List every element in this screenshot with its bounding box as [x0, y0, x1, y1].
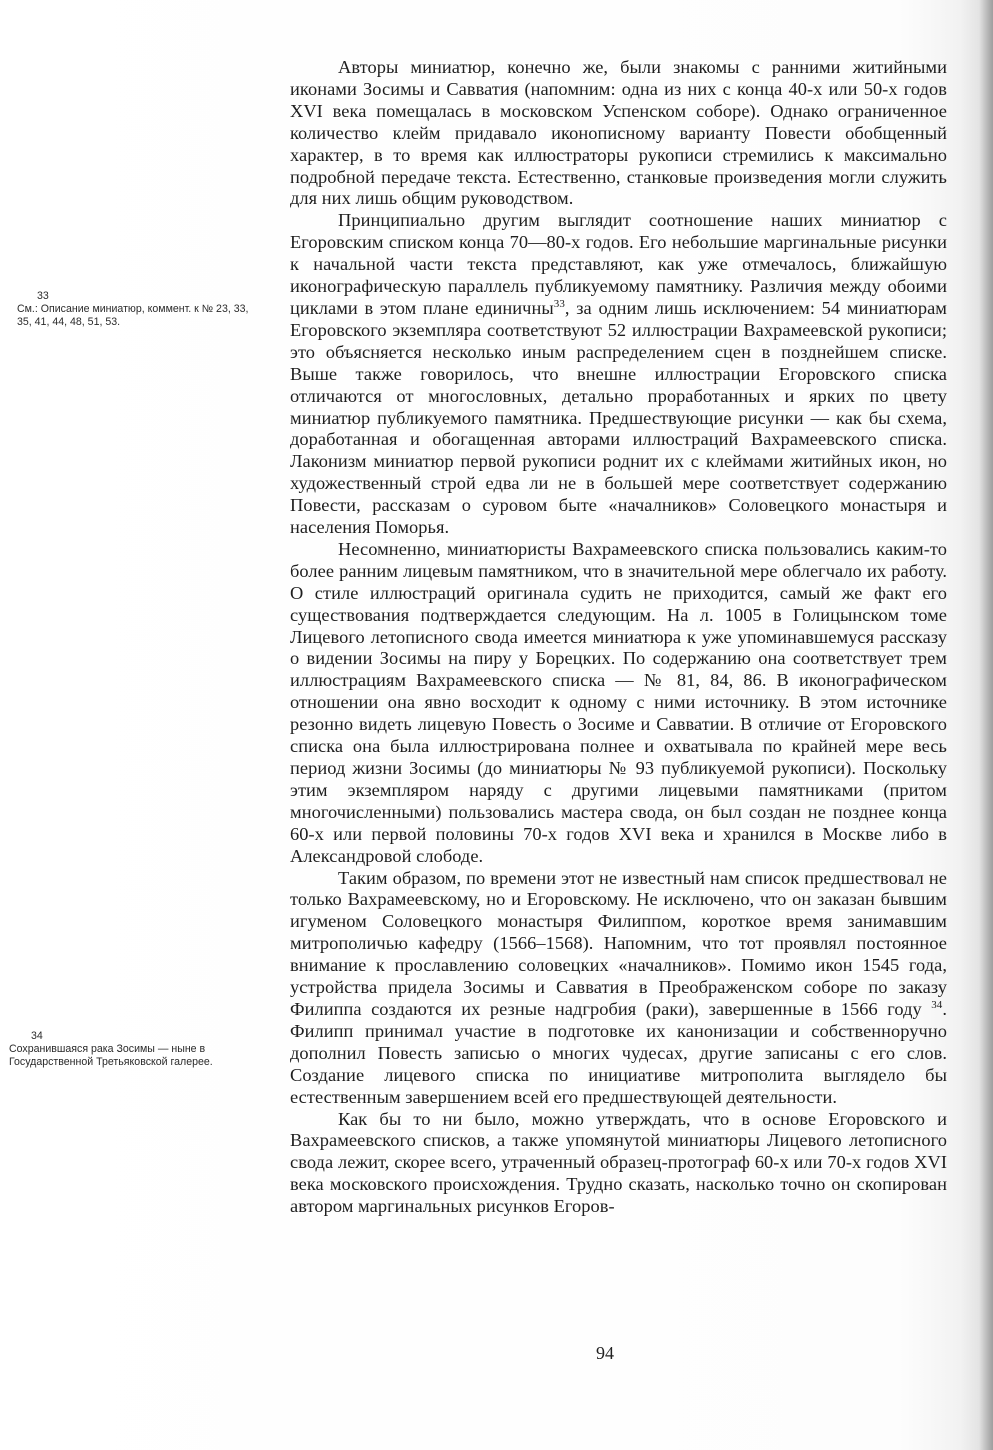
- footnote-text: См.: Описание миниатюр, коммент. к № 23, 33, 35, 41, 44, 48, 51, 53.: [17, 303, 249, 329]
- footnote-text: Сохранившаяся рака Зосимы — ныне в Государственной Третьяковской галерее.: [9, 1043, 213, 1069]
- paragraph: Авторы миниатюр, конечно же, были знакомы с ранними житийными иконами Зосимы и Савватия (напомним: одна из них с конца 40-х или 50-х годов XVI века помещалась в московском Успенском соборе). Однако ограниченное количество клейм придавало иконописному варианту Повести обобщенный характер, в то время как иллюстраторы рукописи стремились к максимально подробной передаче текста. Естественно, станковые произведения могли служить для них лишь общим руководством.: [290, 57, 947, 209]
- paragraph: Несомненно, миниатюристы Вахрамеевского списка пользовались каким-то более ранним лицевым памятником, что в значительной мере облегчало их работу. О стиле иллюстраций оригинала судить не приходится, самый же факт его существования подтверждается следующим. На л. 1005 в Голицынском томе Лицевого летописного свода имеется миниатюра к уже упоминавшемуся рассказу о видении Зосимы на пиру у Борецких. По содержанию она соответствует трем иллюстрациям Вахрамеевского списка — № 81, 84, 86. В иконографическом отношении она явно восходит к одному с ними источнику. В этом источнике резонно видеть лицевую Повесть о Зосиме и Савватии. В отличие от Егоровского списка она была иллюстрирована полнее и охватывала по крайней мере весь период жизни Зосимы (до миниатюры № 93 публикуемой рукописи). Поскольку этим экземпляром наряду с другими лицевыми памятниками (притом многочисленными) пользовались мастера свода, он был создан не позднее конца 60-х или первой половины 70-х годов XVI века и хранился в Москве либо в Александровой слободе.: [290, 538, 947, 866]
- paragraph: [290, 210, 947, 539]
- main-text-column: [290, 57, 947, 1218]
- paragraph-text: Принципиально другим выглядит соотношение наших миниатюр с Егоровским списком конца 70—80-х годов. Его небольшие маргинальные рисунки к начальной части текста представляют, как уже отмечалось, ближайшую иконографическую параллель публикуемому памятнику. Различия между обоими циклами в этом плане единичны: [290, 210, 947, 318]
- footnote-number: 33: [37, 290, 49, 302]
- paragraph-text: , за одним лишь исключением: 54 миниатюрам Егоровского экземпляра соответствуют 52 иллюстрации Вахрамеевской рукописи; это объясняется несколько иным распределением сцен в позднейшем списке. Выше также говорилось, что внешне иллюстрации Егоровского списка отличаются от многословных, детально проработанных и ярких по цвету миниатюр публикуемого памятника. Предшествующие рисунки — как бы схема, доработанная и обогащенная авторами иллюстраций Вахрамеевского списка. Лаконизм миниатюр первой рукописи роднит их с клеймами житийных икон, но художественный строй едва ли не в большей мере соответствует содержанию Повести, рассказам о суровом быте «началников» Соловецкого монастыря и населения Поморья.: [290, 297, 947, 538]
- paragraph-text: Таким образом, по времени этот не известный нам список предшествовал не только Вахрамеевскому, но и Егоровскому. Не исключено, что он заказан бывшим игуменом Соловецкого монастыря Филиппом, короткое время занимавшим митрополичью кафедру (1566–1568). Напомним, что тот проявлял постоянное внимание к прославлению соловецких «началников». Помимо икон 1545 года, устройства придела Зосимы и Савватия в Преображенском соборе по заказу Филиппа создаются их резные надгробия (раки), завершенные в 1566 году: [290, 867, 947, 1019]
- footnote-number: 34: [31, 1030, 43, 1042]
- paragraph-text: . Филипп принимал участие в подготовке их канонизации и собственноручно дополнил Повесть записью о многих чудесах, другие записаны с его слов. Создание лицевого списка по инициативе митрополита выглядело бы естественным завершением всей его предшествующей деятельности.: [290, 998, 947, 1107]
- footnote-ref-33: 33: [553, 297, 565, 310]
- page-edge-shadow: [979, 0, 993, 1450]
- footnote-ref-34: 34: [931, 998, 943, 1011]
- footnote-34: [9, 1030, 254, 1070]
- footnote-33: [17, 290, 257, 330]
- page-number: 94: [596, 1343, 614, 1363]
- paragraph: Как бы то ни было, можно утверждать, что в основе Егоровского и Вахрамеевского списков, а также упомянутой миниатюры Лицевого летописного свода лежит, скорее всего, утраченный образец-протограф 60-х или 70-х годов XVI века московского происхождения. Трудно сказать, насколько точно он скопирован автором маргинальных рисунков Егоров-: [290, 1108, 947, 1217]
- paragraph: [290, 868, 947, 1109]
